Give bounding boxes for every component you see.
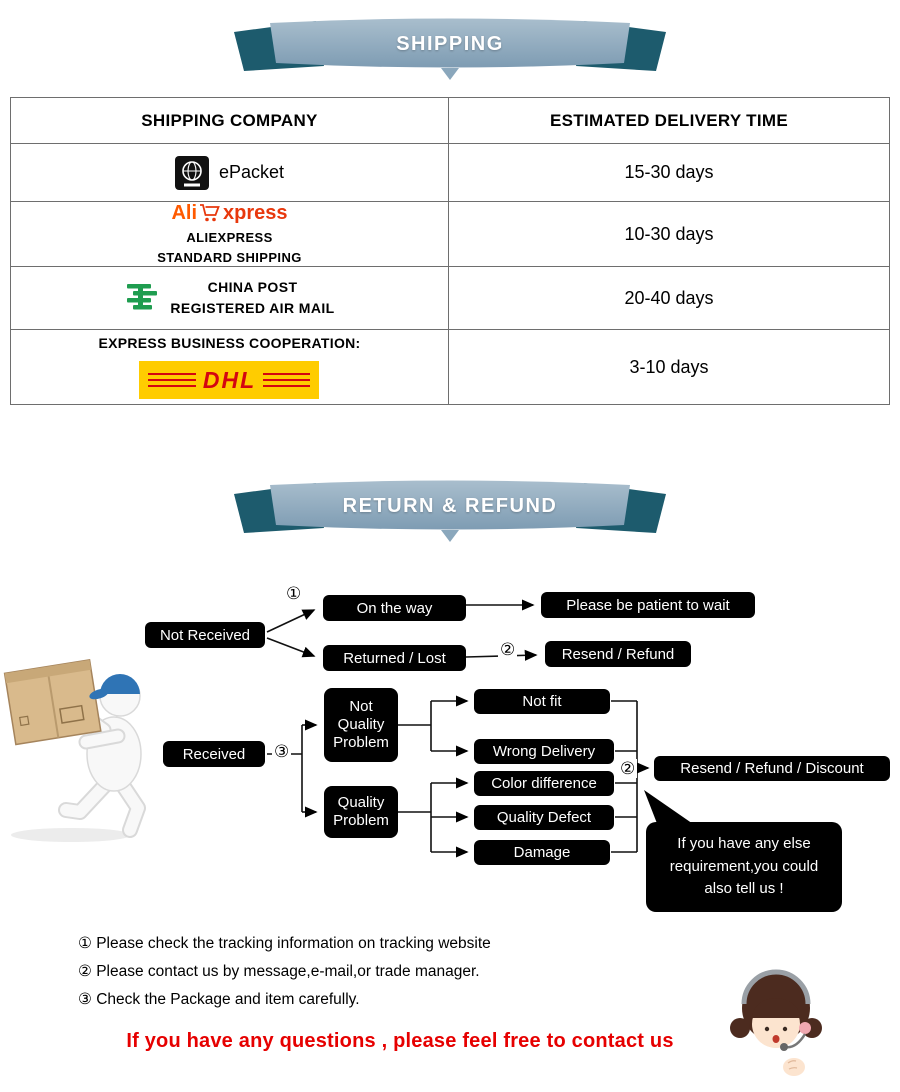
table-cell-epacket-time: 15-30 days [449,143,889,201]
speech-bubble-line: also tell us ! [704,880,784,897]
dhl-stripes-left [148,373,195,388]
speech-bubble-line: requirement,you could [669,857,819,875]
note-2: ② Please contact us by message,e-mail,or trade manager. [78,963,480,980]
aliexpress-logo-ali: Ali [171,201,198,224]
flow-node-resend-refund: Resend / Refund [545,641,691,667]
down-arrow-icon [441,68,459,80]
step-3-badge: ③ [274,742,290,761]
table-cell-dhl [11,329,449,404]
flow-node-quality-defect: Quality Defect [474,805,614,830]
chinapost-line2: REGISTERED AIR MAIL [170,300,335,316]
speech-bubble-line: If you have any else [677,835,811,852]
contact-us-message: If you have any questions , please feel free to contact us [126,1030,674,1052]
delivery-man-image [0,652,164,844]
table-cell-epacket [11,143,449,201]
epacket-label: ePacket [218,162,285,182]
table-header-time: ESTIMATED DELIVERY TIME [550,110,788,130]
step-2-badge: ② [500,640,516,659]
flow-node-damage: Damage [474,840,610,865]
step-1-badge: ① [286,584,302,603]
flow-node-label: Problem [333,733,389,751]
flow-node-label: Quality [337,794,385,812]
flow-node-wrong-delivery: Wrong Delivery [474,739,614,764]
shipping-banner-title: SHIPPING [396,32,504,55]
notes-section [78,934,491,1018]
return-refund-banner-title: RETURN & REFUND [342,494,558,517]
epacket-logo-icon [175,156,209,190]
flow-node-on-the-way: On the way [323,595,466,621]
flow-node-label: Problem [333,812,389,829]
table-cell-chinapost [11,266,449,329]
flow-node-not-fit: Not fit [474,689,610,714]
china-post-logo-icon [124,283,160,313]
flow-node-label: Not [349,698,373,716]
speech-bubble [646,822,842,912]
flow-node-label: Quality [337,716,385,734]
table-cell-aliexpress-time: 10-30 days [449,201,889,266]
customer-service-girl-image [722,966,830,1084]
aliexpress-logo [171,202,287,225]
table-cell-dhl-time: 3-10 days [449,329,889,404]
step-2-badge: ② [620,759,636,778]
table-cell-aliexpress [11,201,449,266]
return-refund-flowchart [0,560,900,936]
flow-node-not-received: Not Received [145,622,265,648]
flow-node-not-quality-problem [324,688,398,762]
flow-node-color-difference: Color difference [474,771,614,796]
dhl-logo-text: DHL [202,366,257,393]
shipping-table [10,97,890,405]
aliexpress-line2: STANDARD SHIPPING [157,249,302,265]
shopping-cart-icon [199,203,221,223]
flow-node-resend-refund-discount: Resend / Refund / Discount [654,756,890,781]
flow-node-quality-problem [324,786,398,838]
table-cell-chinapost-time: 20-40 days [449,266,889,329]
flow-node-please-be-patient: Please be patient to wait [541,592,755,618]
flow-node-received: Received [163,741,265,767]
express-cooperation-label: EXPRESS BUSINESS COOPERATION: [98,335,361,351]
down-arrow-icon [441,530,459,542]
return-refund-banner [230,478,670,534]
shipping-banner [230,16,670,72]
table-header-company: SHIPPING COMPANY [11,98,449,143]
note-3: ③ Check the Package and item carefully. [78,991,360,1008]
dhl-logo [139,361,319,399]
note-1: ① Please check the tracking information on tracking website [78,935,491,952]
flow-node-returned-lost: Returned / Lost [323,645,466,671]
aliexpress-line1: ALIEXPRESS [186,229,273,245]
dhl-stripes-right [263,373,310,388]
chinapost-line1: CHINA POST [207,279,298,296]
aliexpress-logo-xpress: xpress [223,201,288,224]
